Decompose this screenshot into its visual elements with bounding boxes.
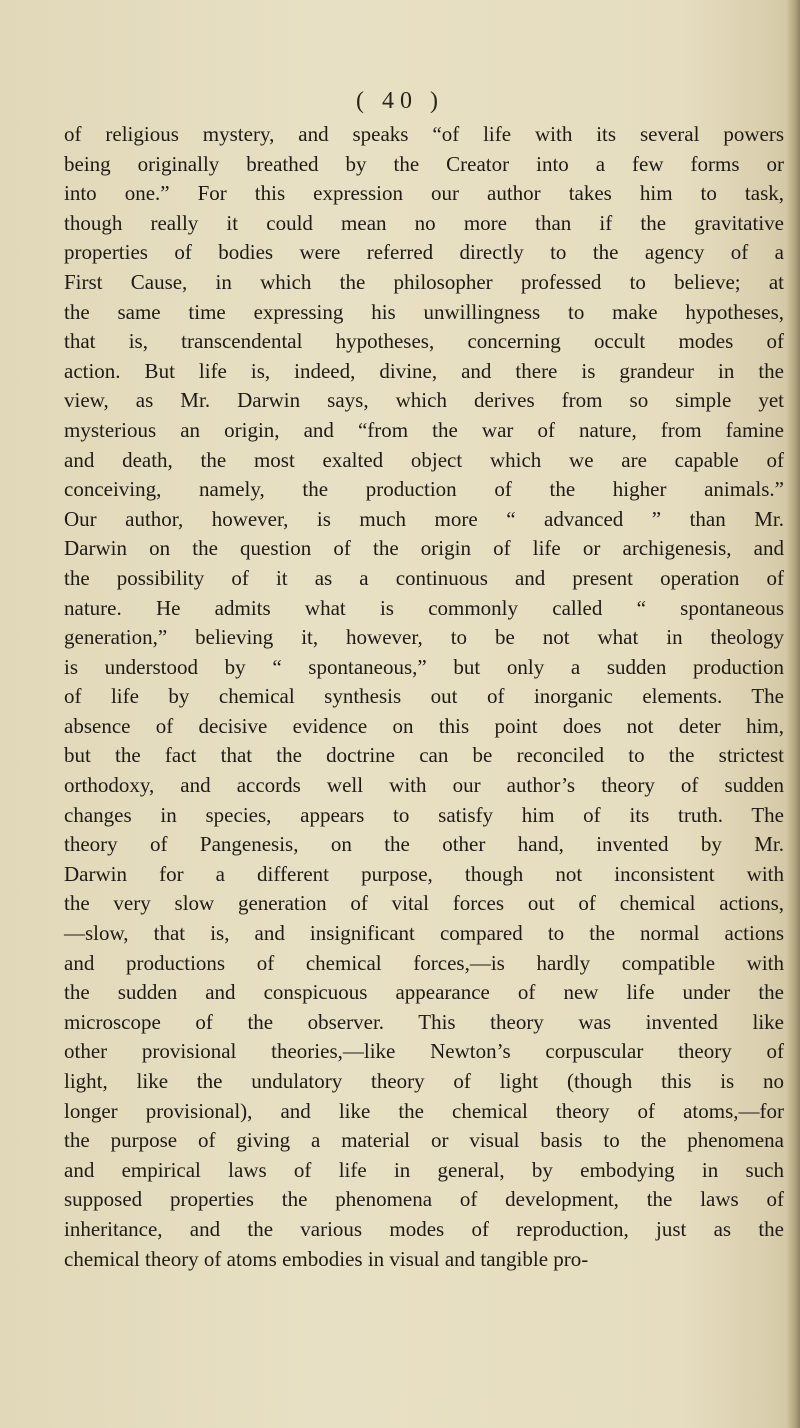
text-line: theory of Pangenesis, on the other hand, invented by Mr.	[64, 832, 784, 857]
text-line: inheritance, and the various modes of reproduction, just as the	[64, 1216, 784, 1241]
text-line: Darwin on the question of the origin of life or archigenesis, and	[64, 536, 784, 561]
text-line: generation,” believing it, however, to be not what in theology	[64, 625, 784, 650]
text-line: orthodoxy, and accords well with our author’s theory of sudden	[64, 773, 784, 798]
text-line: the same time expressing his unwillingness to make hypotheses,	[64, 299, 784, 324]
text-line: into one.” For this expression our author takes him to task,	[64, 181, 784, 206]
text-line: mysterious an origin, and “from the war of nature, from famine	[64, 417, 784, 442]
text-line: —slow, that is, and insignificant compared to the normal actions	[64, 921, 784, 946]
text-line: absence of decisive evidence on this point does not deter him,	[64, 713, 784, 738]
text-line: Darwin for a different purpose, though not inconsistent with	[64, 861, 784, 886]
page-edge-shadow	[786, 0, 800, 1428]
text-line: the sudden and conspicuous appearance of new life under the	[64, 980, 784, 1005]
text-line: and empirical laws of life in general, by embodying in such	[64, 1157, 784, 1182]
text-line: of religious mystery, and speaks “of life with its several powers	[64, 122, 784, 146]
text-line: and death, the most exalted object which we are capable of	[64, 447, 784, 472]
text-line: supposed properties the phenomena of development, the laws of	[64, 1187, 784, 1212]
text-line: nature. He admits what is commonly called “ spontaneous	[64, 595, 784, 620]
text-line: Our author, however, is much more “ advanced ” than Mr.	[64, 506, 784, 531]
text-line: changes in species, appears to satisfy him of its truth. The	[64, 802, 784, 827]
text-line: action. But life is, indeed, divine, and there is grandeur in the	[64, 358, 784, 383]
text-line: light, like the undulatory theory of light (though this is no	[64, 1069, 784, 1093]
page-number: ( 40 )	[356, 88, 444, 114]
text-line: being originally breathed by the Creator into a few forms or	[64, 151, 784, 176]
text-line: the possibility of it as a continuous and present operation of	[64, 565, 784, 590]
text-line: other provisional theories,—like Newton’s corpuscular theory of	[64, 1039, 784, 1064]
text-line: First Cause, in which the philosopher professed to believe; at	[64, 269, 784, 294]
text-line: the very slow generation of vital forces out of chemical actions,	[64, 891, 784, 916]
text-line: of life by chemical synthesis out of inorganic elements. The	[64, 684, 784, 709]
text-line: longer provisional), and like the chemical theory of atoms,—for	[64, 1098, 784, 1123]
text-line: but the fact that the doctrine can be reconciled to the strictest	[64, 743, 784, 768]
text-line: though really it could mean no more than if the gravitative	[64, 210, 784, 235]
text-line: view, as Mr. Darwin says, which derives from so simple yet	[64, 388, 784, 413]
text-line: properties of bodies were referred directly to the agency of a	[64, 240, 784, 265]
text-line: is understood by “ spontaneous,” but only a sudden production	[64, 654, 784, 679]
text-line: and productions of chemical forces,—is hardly compatible with	[64, 950, 784, 975]
text-line: the purpose of giving a material or visual basis to the phenomena	[64, 1128, 784, 1153]
body-text	[64, 120, 784, 1274]
text-line: chemical theory of atoms embodies in visual and tangible pro-	[64, 1246, 589, 1271]
text-line: microscope of the observer. This theory was invented like	[64, 1009, 784, 1034]
text-line: conceiving, namely, the production of the higher animals.”	[64, 477, 784, 502]
text-line: that is, transcendental hypotheses, concerning occult modes of	[64, 329, 784, 354]
